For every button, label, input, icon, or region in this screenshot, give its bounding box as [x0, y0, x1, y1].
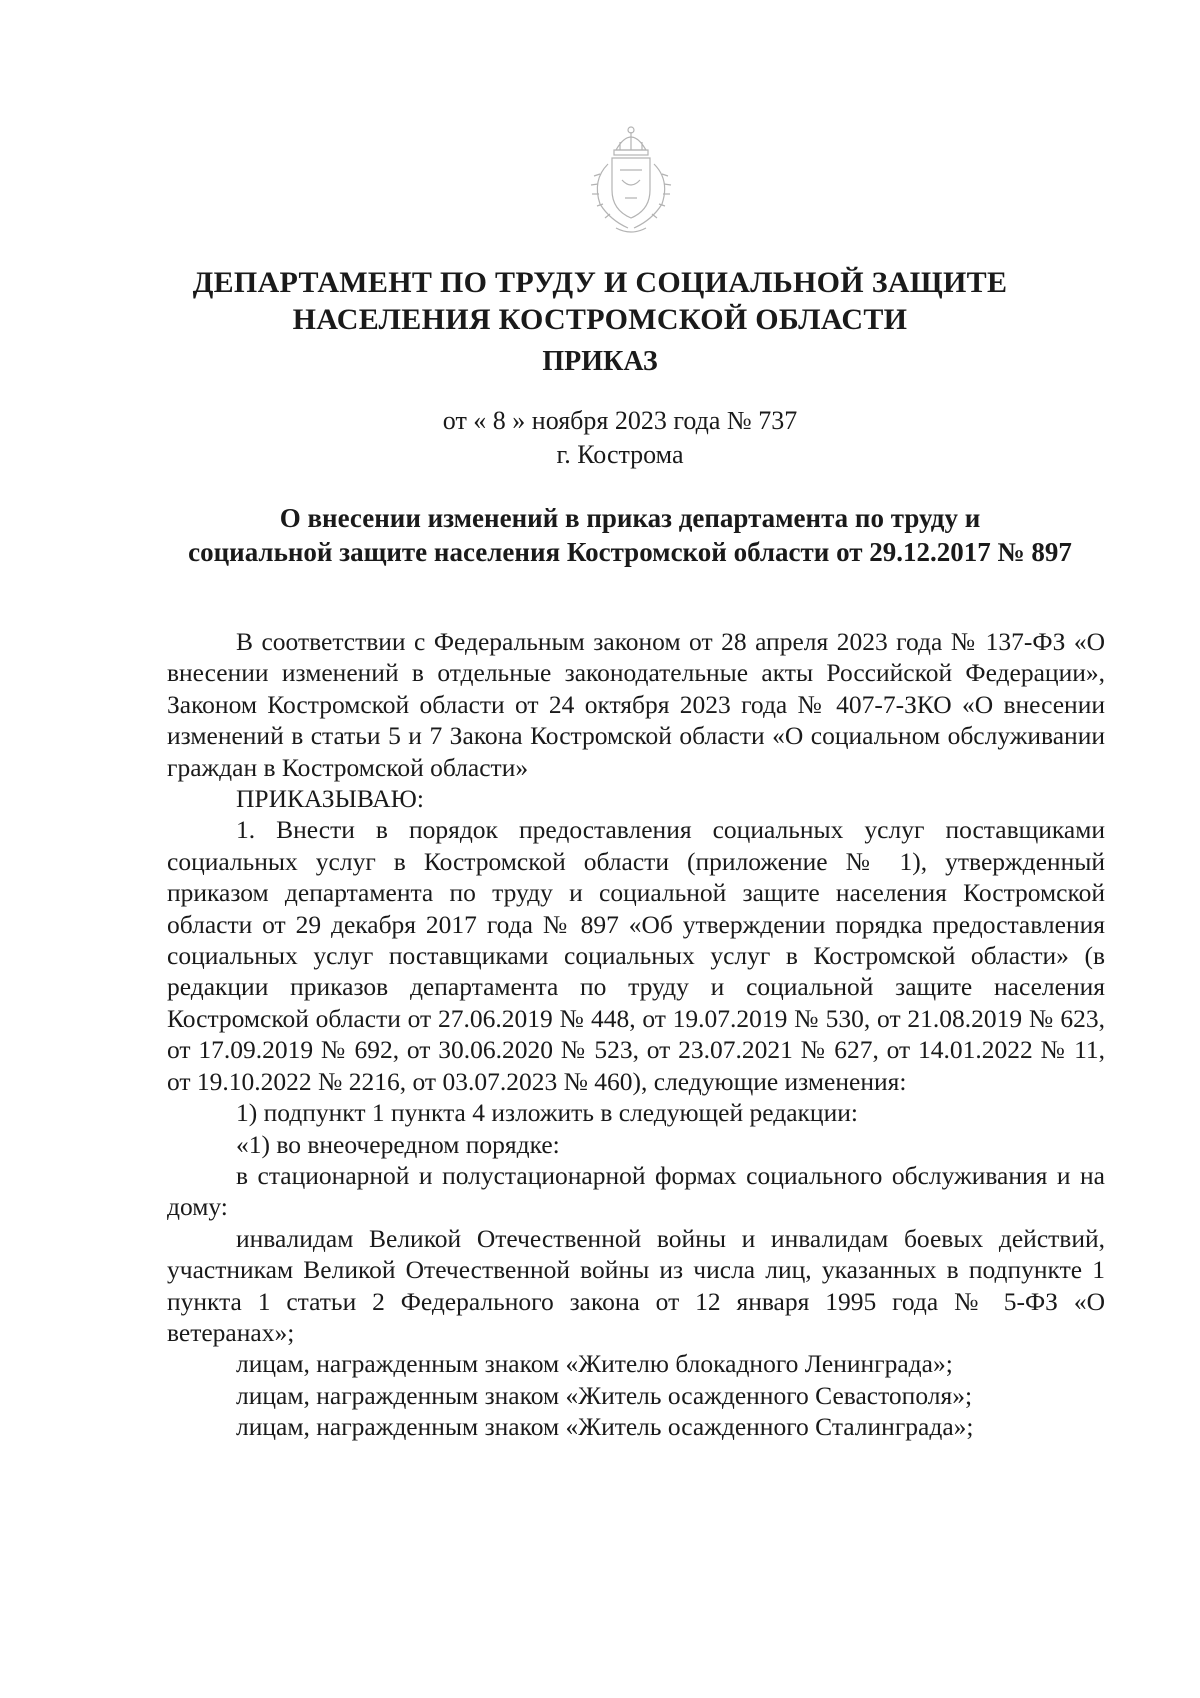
order-subject — [160, 501, 1100, 569]
coat-of-arms-emblem — [570, 120, 692, 240]
stalingrad-paragraph: лицам, награжденным знаком «Житель осажденного Сталинграда»; — [236, 1412, 974, 1442]
order-subject-line-1: О внесении изменений в приказ департамента по труду и — [279, 503, 981, 533]
leningrad-paragraph: лицам, награжденным знаком «Жителю блокадного Ленинграда»; — [236, 1349, 953, 1379]
sevastopol-paragraph: лицам, награжденным знаком «Житель осажденного Севастополя»; — [236, 1380, 973, 1410]
order-body — [167, 626, 1105, 1443]
forms-paragraph: в стационарной и полустационарной формах социального обслуживания и на дому: — [167, 1160, 1105, 1222]
preamble-paragraph: В соответствии с Федеральным законом от 28 апреля 2023 года № 137-ФЗ «О внесении изменений в отдельные законодательные акты Российской Федерации», Законом Костромской области от 24 октября 2023 года № 407-7-ЗКО «О внесении изменений в статьи 5 и 7 Закона Костромской области «О социальном обслуживании граждан в Костромской области» — [167, 627, 1105, 782]
department-name — [160, 264, 1040, 338]
department-name-line-2: НАСЕЛЕНИЯ КОСТРОМСКОЙ ОБЛАСТИ — [292, 303, 908, 336]
order-title: ПРИКАЗ — [542, 346, 658, 377]
item-1-paragraph: 1. Внести в порядок предоставления социальных услуг поставщиками социальных услуг в Костромской области (приложение № 1), утвержденный приказом департамента по труду и социальной защите населения Костромской области от 29 декабря 2017 года № 897 «Об утверждении порядка предоставления социальных услуг поставщиками социальных услуг в Костромской области» (в редакции приказов департамента по труду и социальной защите населения Костромской области от 27.06.2019 № 448, от 19.07.2019 № 530, от 21.08.2019 № 623, от 17.09.2019 № 692, от 30.06.2020 № 523, от 23.07.2021 № 627, от 14.01.2022 № 11, от 19.10.2022 № 2216, от 03.07.2023 № 460), следующие изменения: — [167, 815, 1105, 1096]
order-date-block — [400, 404, 840, 472]
order-directive: ПРИКАЗЫВАЮ: — [236, 784, 424, 814]
subitem-1-paragraph: 1) подпункт 1 пункта 4 изложить в следующей редакции: — [236, 1098, 858, 1128]
department-name-line-1: ДЕПАРТАМЕНТ ПО ТРУДУ И СОЦИАЛЬНОЙ ЗАЩИТЕ — [192, 266, 1008, 299]
order-date-number: от « 8 » ноября 2023 года № 737 — [442, 406, 798, 435]
order-subject-line-2: социальной защите населения Костромской области от 29.12.2017 № 897 — [188, 537, 1072, 567]
order-city: г. Кострома — [556, 440, 684, 469]
quote-start-paragraph: «1) во внеочередном порядке: — [236, 1129, 560, 1159]
veterans-paragraph: инвалидам Великой Отечественной войны и инвалидам боевых действий, участникам Великой Отечественной войны из числа лиц, указанных в подпункте 1 пункта 1 статьи 2 Федерального закона от 12 января 1995 года № 5-ФЗ «О ветеранах»; — [167, 1223, 1105, 1347]
